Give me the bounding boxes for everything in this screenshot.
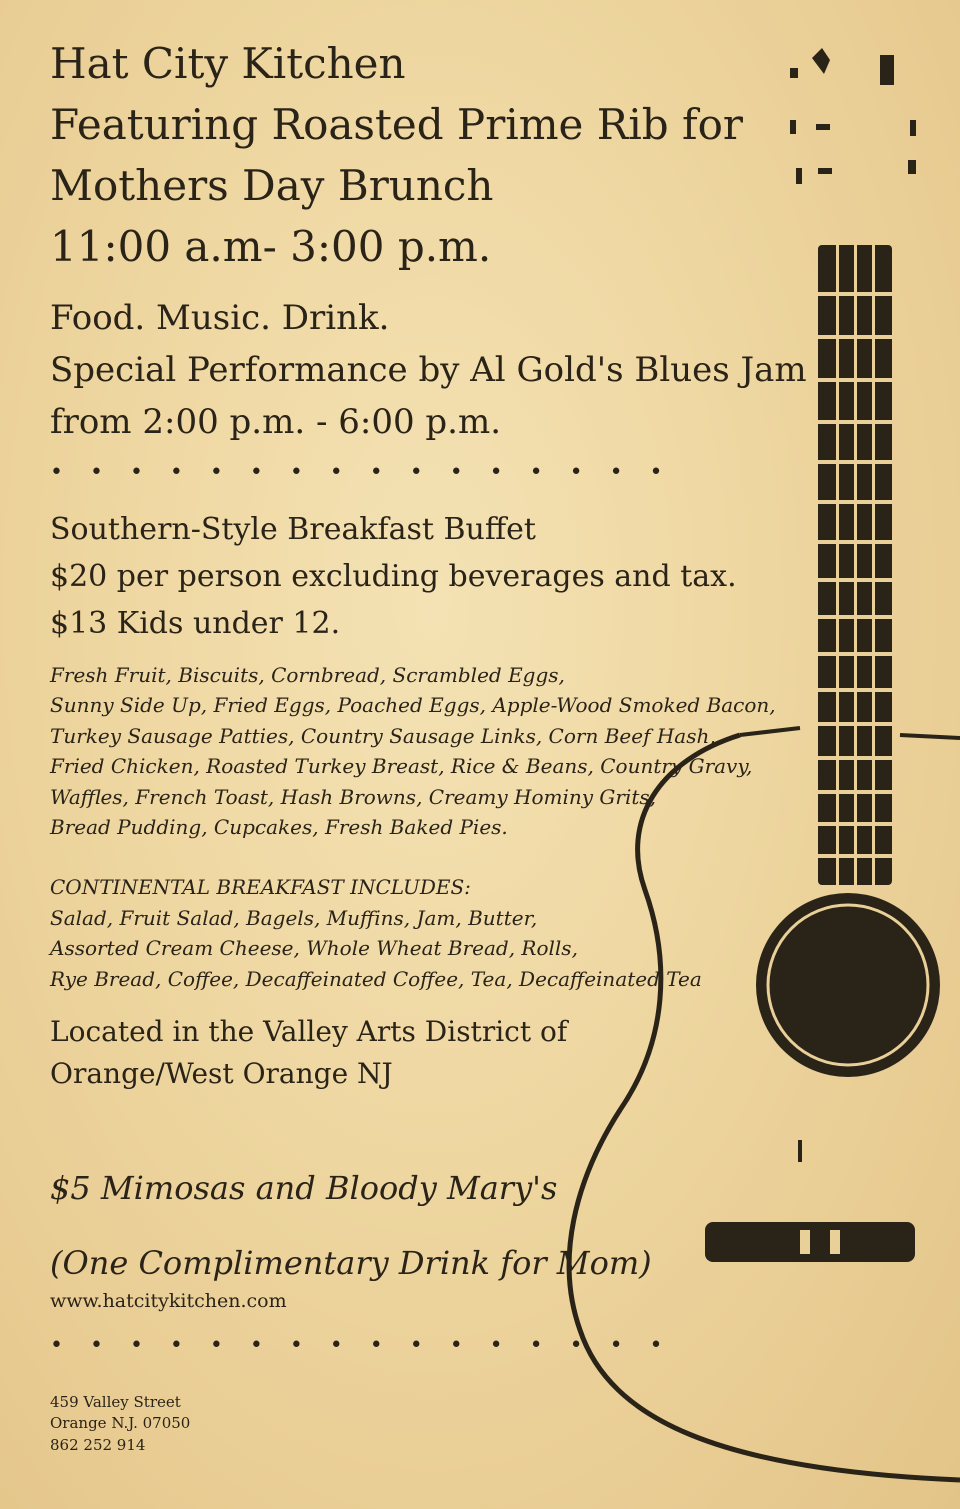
- complimentary-drink: (One Complimentary Drink for Mom): [50, 1244, 652, 1282]
- menu-line: Turkey Sausage Patties, Country Sausage Links, Corn Beef Hash,: [50, 724, 716, 748]
- dot-divider: • • • • • • • • • • • • • • • •: [50, 460, 673, 485]
- event-line: from 2:00 p.m. - 6:00 p.m.: [50, 402, 502, 442]
- buffet-line: Southern-Style Breakfast Buffet: [50, 512, 536, 547]
- continental-line: Salad, Fruit Salad, Bagels, Muffins, Jam, Butter,: [50, 906, 538, 930]
- menu-line: Fried Chicken, Roasted Turkey Breast, Rice & Beans, Country Gravy,: [50, 754, 753, 778]
- continental-line: Assorted Cream Cheese, Whole Wheat Bread, Rolls,: [50, 936, 578, 960]
- event-line: Special Performance by Al Gold's Blues Jam: [50, 350, 807, 390]
- menu-line: Fresh Fruit, Biscuits, Cornbread, Scrambled Eggs,: [50, 663, 565, 687]
- address-street: 459 Valley Street: [50, 1393, 181, 1411]
- location-line: Orange/West Orange NJ: [50, 1057, 393, 1090]
- mimosa-offer: $5 Mimosas and Bloody Mary's: [50, 1169, 558, 1207]
- menu-line: Waffles, French Toast, Hash Browns, Creamy Hominy Grits,: [50, 785, 656, 809]
- menu-line: Sunny Side Up, Fried Eggs, Poached Eggs, Apple-Wood Smoked Bacon,: [50, 693, 776, 717]
- website-link[interactable]: www.hatcitykitchen.com: [50, 1290, 287, 1312]
- header-line: Mothers Day Brunch: [50, 161, 494, 210]
- continental-heading: CONTINENTAL BREAKFAST INCLUDES:: [50, 875, 471, 899]
- buffet-line: $20 per person excluding beverages and tax.: [50, 559, 737, 594]
- continental-line: Rye Bread, Coffee, Decaffeinated Coffee, Tea, Decaffeinated Tea: [50, 967, 702, 991]
- menu-line: Bread Pudding, Cupcakes, Fresh Baked Pies.: [50, 815, 508, 839]
- event-line: Food. Music. Drink.: [50, 298, 390, 338]
- header-time: 11:00 a.m- 3:00 p.m.: [50, 222, 492, 271]
- dot-divider: • • • • • • • • • • • • • • • •: [50, 1333, 673, 1358]
- address-city: Orange N.J. 07050: [50, 1414, 191, 1432]
- buffet-line: $13 Kids under 12.: [50, 606, 341, 641]
- header-title: Hat City Kitchen: [50, 39, 406, 88]
- location-line: Located in the Valley Arts District of: [50, 1015, 568, 1048]
- address-phone: 862 252 914: [50, 1436, 146, 1454]
- header-line: Featuring Roasted Prime Rib for: [50, 100, 743, 149]
